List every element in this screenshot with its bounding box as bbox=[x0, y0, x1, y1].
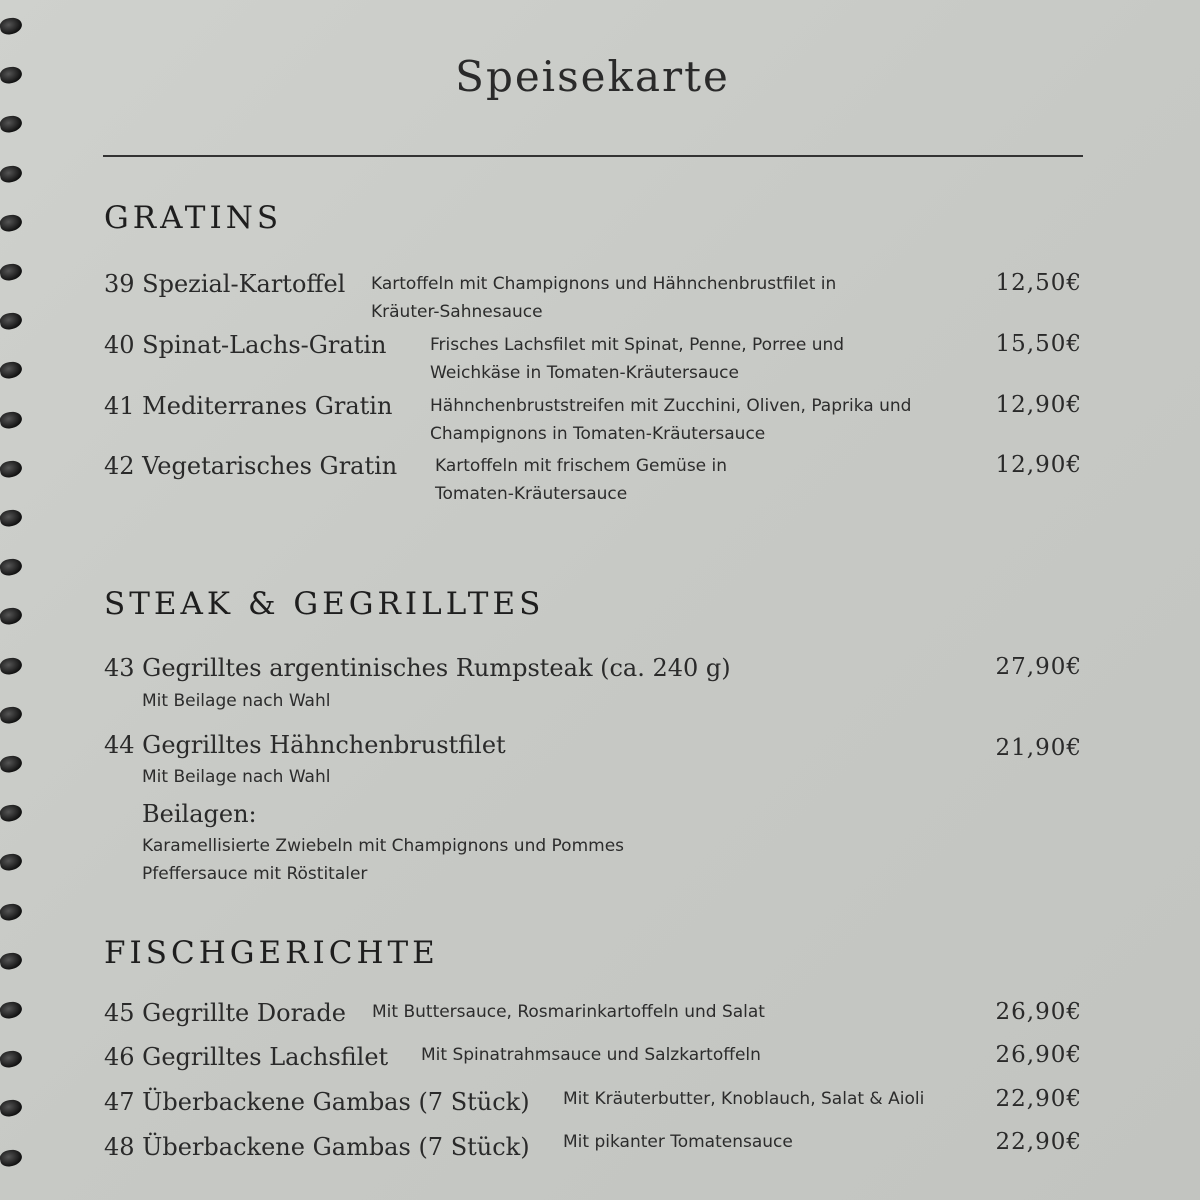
binding-ring bbox=[0, 852, 23, 872]
dish-description: Kartoffeln mit Champignons und Hähnchenbrustfilet in Kräuter-Sahnesauce bbox=[371, 274, 837, 322]
binding-ring bbox=[0, 606, 23, 626]
binding-ring bbox=[0, 1098, 23, 1118]
dish-name: 46 Gegrilltes Lachsfilet bbox=[104, 1043, 389, 1071]
dish-price: 27,90€ bbox=[995, 654, 1082, 680]
section-heading-fisch: FISCHGERICHTE bbox=[104, 935, 439, 971]
dish-description: Mit pikanter Tomatensauce bbox=[563, 1132, 793, 1152]
binding-ring bbox=[0, 1049, 23, 1069]
dish-price: 12,90€ bbox=[995, 392, 1082, 418]
binding-ring bbox=[0, 163, 23, 183]
dish-subtitle: Mit Beilage nach Wahl bbox=[142, 691, 331, 711]
section-heading-steak: STEAK & GEGRILLTES bbox=[104, 586, 545, 622]
section-heading-gratins: GRATINS bbox=[104, 200, 283, 236]
dish-name: 44 Gegrilltes Hähnchenbrustfilet bbox=[104, 731, 506, 759]
binding-ring bbox=[0, 213, 23, 233]
dish-name: 48 Überbackene Gambas (7 Stück) bbox=[104, 1133, 530, 1161]
dish-name: 45 Gegrillte Dorade bbox=[104, 999, 346, 1027]
binding-ring bbox=[0, 409, 23, 429]
dish-description: Hähnchenbruststreifen mit Zucchini, Oliven, Paprika und Champignons in Tomaten-Kräutersauce bbox=[430, 396, 912, 444]
dish-name: 42 Vegetarisches Gratin bbox=[104, 452, 398, 480]
binding-ring bbox=[0, 360, 23, 380]
binding-ring bbox=[0, 901, 23, 921]
binding-ring bbox=[0, 459, 23, 479]
binding-ring bbox=[0, 705, 23, 725]
dish-price: 22,90€ bbox=[995, 1129, 1082, 1155]
beilage-item: Pfeffersauce mit Röstitaler bbox=[142, 864, 368, 884]
binding-ring bbox=[0, 1147, 23, 1167]
dish-price: 21,90€ bbox=[995, 735, 1082, 761]
dish-price: 26,90€ bbox=[995, 999, 1082, 1025]
dish-description: Mit Kräuterbutter, Knoblauch, Salat & Aioli bbox=[563, 1089, 925, 1109]
dish-name: 40 Spinat-Lachs-Gratin bbox=[104, 331, 387, 359]
dish-price: 26,90€ bbox=[995, 1042, 1082, 1068]
binding-ring bbox=[0, 655, 23, 675]
dish-description: Frisches Lachsfilet mit Spinat, Penne, Porree und Weichkäse in Tomaten-Kräutersauce bbox=[430, 335, 845, 383]
spiral-binding bbox=[0, 18, 26, 1198]
binding-ring bbox=[0, 1000, 23, 1020]
dish-subtitle: Mit Beilage nach Wahl bbox=[142, 767, 331, 787]
binding-ring bbox=[0, 951, 23, 971]
title-divider bbox=[103, 155, 1083, 157]
binding-ring bbox=[0, 754, 23, 774]
dish-description: Mit Buttersauce, Rosmarinkartoffeln und Salat bbox=[372, 1002, 765, 1022]
dish-price: 12,50€ bbox=[995, 270, 1082, 296]
dish-price: 22,90€ bbox=[995, 1086, 1082, 1112]
dish-name: 41 Mediterranes Gratin bbox=[104, 392, 393, 420]
binding-ring bbox=[0, 803, 23, 823]
dish-description: Mit Spinatrahmsauce und Salzkartoffeln bbox=[421, 1045, 761, 1065]
binding-ring bbox=[0, 557, 23, 577]
dish-price: 15,50€ bbox=[995, 331, 1082, 357]
dish-name: 43 Gegrilltes argentinisches Rumpsteak (ca. 240 g) bbox=[104, 654, 731, 682]
beilagen-title: Beilagen: bbox=[142, 800, 257, 828]
dish-name: 47 Überbackene Gambas (7 Stück) bbox=[104, 1088, 530, 1116]
beilage-item: Karamellisierte Zwiebeln mit Champignons und Pommes bbox=[142, 836, 625, 856]
page-title: Speisekarte bbox=[455, 52, 730, 101]
binding-ring bbox=[0, 114, 23, 134]
binding-ring bbox=[0, 311, 23, 331]
binding-ring bbox=[0, 262, 23, 282]
dish-name: 39 Spezial-Kartoffel bbox=[104, 270, 346, 298]
dish-description: Kartoffeln mit frischem Gemüse in Tomaten-Kräutersauce bbox=[435, 456, 728, 504]
binding-ring bbox=[0, 508, 23, 528]
dish-price: 12,90€ bbox=[995, 452, 1082, 478]
binding-ring bbox=[0, 16, 23, 36]
beilagen-list bbox=[142, 832, 624, 888]
